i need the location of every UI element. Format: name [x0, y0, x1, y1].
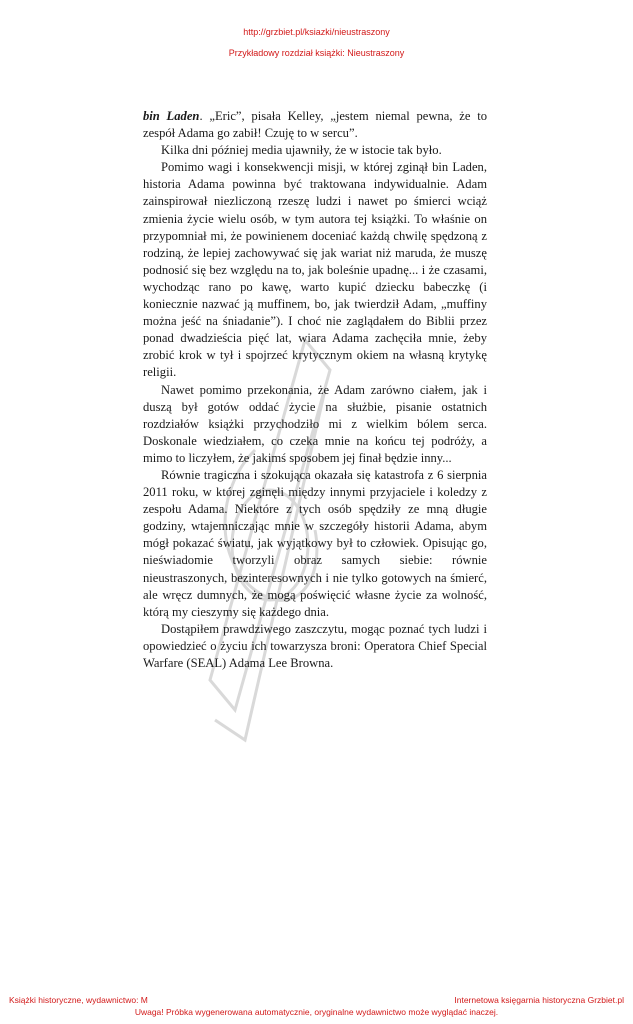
- paragraph: Równie tragiczna i szokująca okazała się katastrofa z 6 sierpnia 2011 roku, w której zginęli między innymi przyjaciele i koledzy z zespołu Adama. Niektóre z tych osób spędziły ze mną długie godziny, wtajemniczając mnie w szczegóły historii Adama, abym mógł pokazać światu, jak wyjątkowy był to człowiek. Opisując go, nieświadomie tworzyli obraz samych siebie: równie nieustraszonych, bezinteresownych i nie tylko gotowych na śmierć, ale wręcz dumnych, że mogą poświęcić własne życie za wolność, którą my cieszymy się każdego dnia.: [143, 467, 487, 619]
- paragraph: Nawet pomimo przekonania, że Adam zarówno ciałem, jak i duszą był gotów oddać życie na służbie, pisanie ostatnich rozdziałów książki przychodziło mi z wielkim bólem serca. Doskonale wiedziałem, co czeka mnie na końcu tej podróży, a mimo to liczyłem, że jakimś sposobem jej finał będzie inny...: [143, 382, 487, 465]
- source-url-link[interactable]: http://grzbiet.pl/ksiazki/nieustraszony: [243, 27, 390, 37]
- footer-bookstore: Internetowa księgarnia historyczna Grzbiet.pl: [454, 995, 624, 1005]
- sample-chapter-caption: Przykładowy rozdział książki: Nieustraszony: [228, 48, 405, 58]
- paragraph-text: . „Eric”, pisała Kelley, „jestem niemal pewna, że to zespół Adama go zabił! Czuję to w sercu”.: [143, 109, 487, 141]
- paragraph: Dostąpiłem prawdziwego zaszczytu, mogąc poznać tych ludzi i opowiedzieć o życiu ich towarzysza broni: Operatora Chief Special Warfare (SEAL) Adama Lee Browna.: [143, 621, 487, 670]
- paragraph: Kilka dni później media ujawniły, że w istocie tak było.: [161, 143, 442, 158]
- italic-name: bin Laden: [143, 109, 200, 123]
- page-body: [143, 108, 487, 672]
- paragraph: Pomimo wagi i konsekwencji misji, w której zginął bin Laden, historia Adama powinna być traktowana indywidualnie. Adam zainspirował niezliczoną rzeszę ludzi i nawet po śmierci wciąż zmienia życie wielu osób, w tym autora tej książki. To właśnie on przypomniał mi, że powinienem doceniać każdą chwilę spędzoną z rodziną, że lepiej zachowywać się jak wariat niż maruda, że muszę podnosić się bez względu na to, jak boleśnie upadnę... i że czasami, wychodząc rano po kawę, warto kupić dziecku babeczkę (i koniecznie nazwać ją muffinem, bo, jak twierdził Adam, „muffiny można jeść na śniadanie”). I choć nie zaglądałem do Biblii przez ponad dwadzieścia pięć lat, wiara Adama zachęciła mnie, żeby zrobić krok w tył i spojrzeć krytycznym okiem na własną krytykę religii.: [143, 160, 487, 380]
- footer-notice: Uwaga! Próbka wygenerowana automatycznie, oryginalne wydawnictwo może wyglądać inaczej.: [134, 1007, 499, 1017]
- footer-publisher: Książki historyczne, wydawnictwo: M: [9, 995, 148, 1005]
- paragraph: [143, 108, 487, 142]
